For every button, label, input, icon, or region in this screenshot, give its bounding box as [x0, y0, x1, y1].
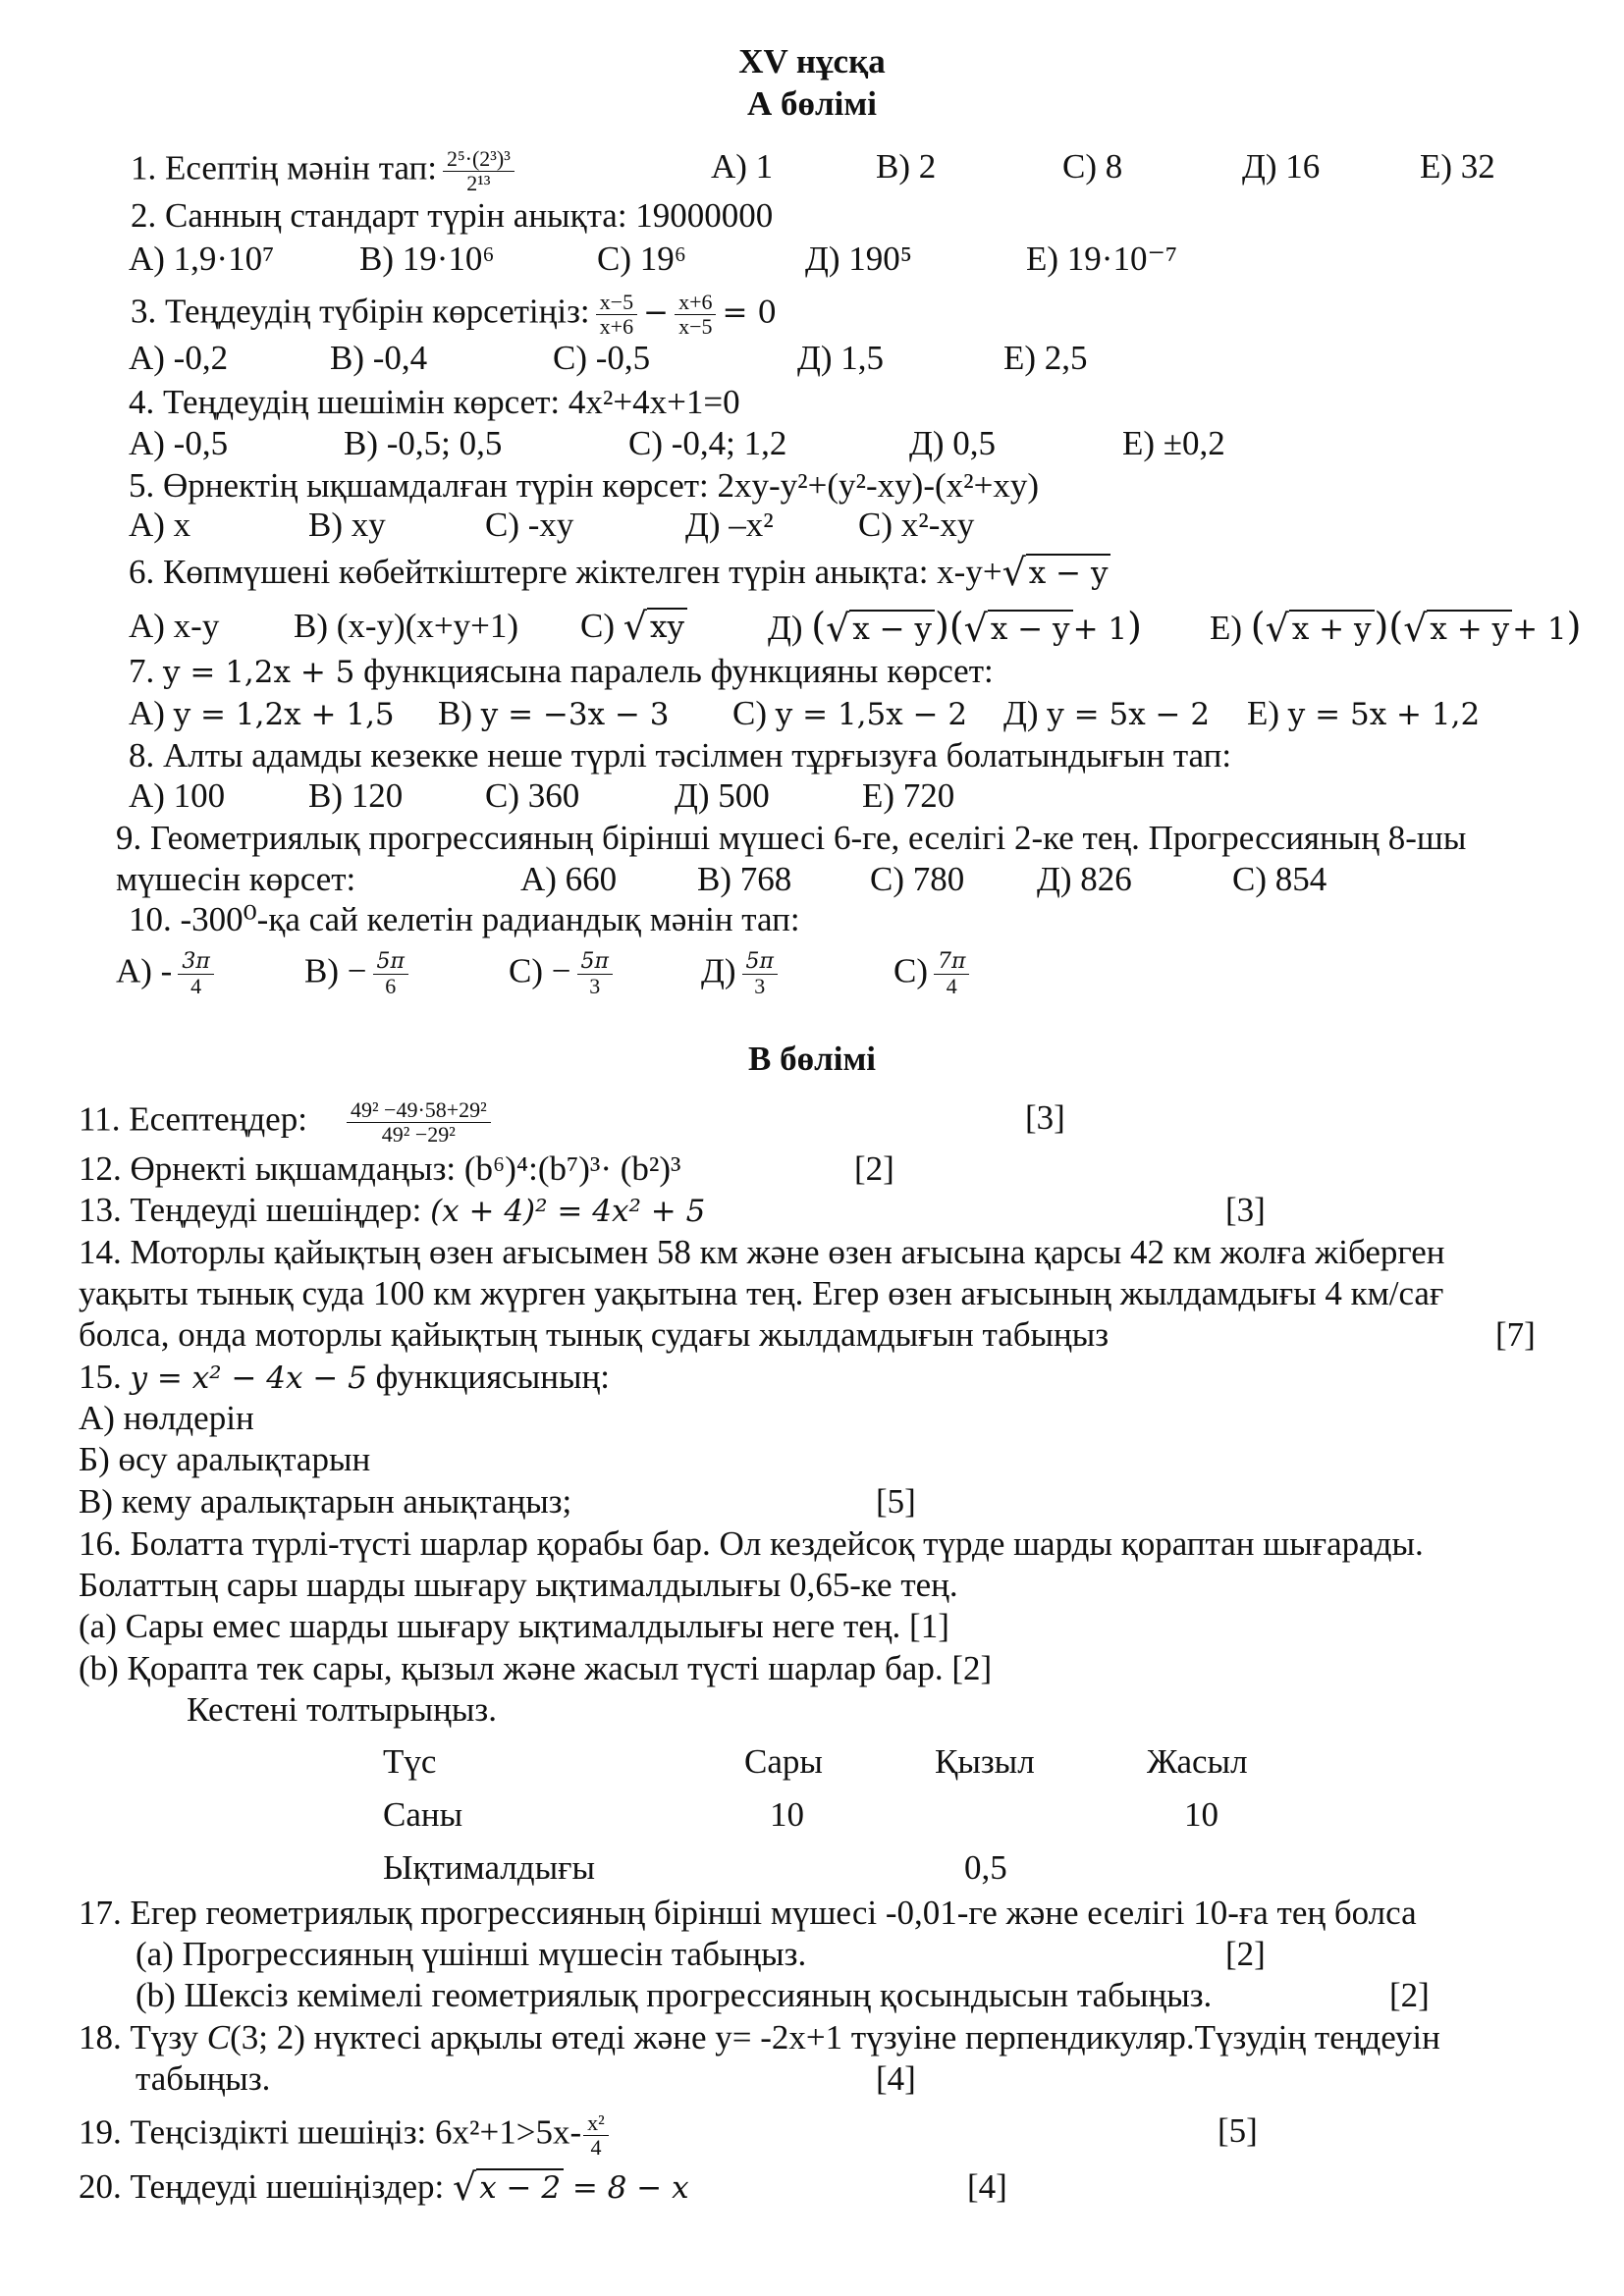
q1-option-c: С) 8	[1062, 147, 1123, 186]
q9-option-c: С) 780	[870, 860, 965, 898]
q19-points: [5]	[1218, 2111, 1258, 2150]
table-count-yellow: 10	[770, 1795, 804, 1834]
table-header-yellow: Сары	[744, 1742, 823, 1781]
q14-points: [7]	[1495, 1315, 1536, 1354]
question-3: 3. Теңдеудің түбірін көрсетіңіз: $\frac{x-5}{x+6}$ − $\frac{x+6}{x-5}$ = 0	[131, 290, 778, 339]
q12-points: [2]	[854, 1149, 894, 1188]
table-header-color: Түс	[383, 1742, 437, 1781]
q6-option-d: Д) (√x − y)(√x − y+ 1)	[768, 605, 1142, 650]
q6-option-e: Е) (√x + y)(√x + y+ 1)	[1210, 605, 1582, 650]
q2-option-c: С) 19⁶	[597, 240, 686, 278]
question-7: 7. y = 1,2x + 5 функциясына паралель функцияны көрсет:	[129, 652, 994, 690]
table-row-count-label: Саны	[383, 1795, 463, 1834]
q3-option-e: Е) 2,5	[1003, 339, 1088, 377]
q17-b-points: [2]	[1389, 1976, 1430, 2014]
q8-option-e: Е) 720	[862, 776, 955, 815]
question-18: 18. Түзу C(3; 2) нүктесі арқылы өтеді және y= -2x+1 түзуіне перпендикуляр.Түзудің теңдеуін	[79, 2018, 1440, 2056]
q8-option-d: Д) 500	[675, 776, 770, 815]
q4-option-d: Д) 0,5	[909, 424, 997, 462]
q13-points: [3]	[1225, 1191, 1266, 1229]
section-b-title: В бөлімі	[747, 1040, 877, 1078]
question-10: 10. -300⁰-қа сай келетін радиандық мәнін тап:	[129, 900, 800, 938]
question-12: 12. Өрнекті ықшамдаңыз: (b⁶)⁴:(b⁷)³· (b²)³	[79, 1149, 681, 1188]
q5-option-e: С) x²-xy	[858, 506, 975, 544]
q4-option-a: А) -0,5	[129, 424, 229, 462]
table-prob-red: 0,5	[964, 1848, 1007, 1887]
q4-option-c: С) -0,4; 1,2	[628, 424, 787, 462]
q19-fraction: $\frac{\text{x²}}{4}$	[583, 2111, 609, 2160]
q1-option-a: А) 1	[711, 147, 774, 186]
q1-fraction: $\frac{\text{2⁵·(2³)³}}{\text{2¹³}}$	[443, 147, 514, 195]
q4-option-b: В) -0,5; 0,5	[344, 424, 503, 462]
q15-part-b: Б) өсу аралықтарын	[79, 1440, 371, 1478]
table-count-green: 10	[1184, 1795, 1218, 1834]
q20-points: [4]	[967, 2167, 1007, 2206]
q20-sqrt: √x − 2	[453, 2167, 564, 2208]
table-header-green: Жасыл	[1147, 1742, 1248, 1781]
question-11: 11. Есептеңдер: $\frac{\text{49² −49·58+29²}}{\text{49² −29²}}$	[79, 1098, 497, 1147]
q5-option-b: В) xy	[308, 506, 386, 544]
q16-part-a: (a) Сары емес шарды шығару ықтималдылығы неге тең. [1]	[79, 1607, 949, 1645]
q2-option-b: В) 19·10⁶	[359, 240, 495, 278]
q2-option-d: Д) 190⁵	[805, 240, 912, 278]
q11-points: [3]	[1025, 1098, 1065, 1137]
q1-option-d: Д) 16	[1242, 147, 1321, 186]
q10-option-e: С) $\frac{7\pi}{4}$	[893, 950, 975, 998]
q15-part-c: В) кему аралықтарын анықтаңыз;	[79, 1482, 572, 1521]
q16-fill-instruction: Кестені толтырыңыз.	[187, 1690, 497, 1729]
question-19: 19. Теңсіздікті шешіңіз: 6x²+1>5x- $\frac{\text{x²}}{4}$	[79, 2111, 615, 2160]
q7-option-b: В) y = −3x − 3	[438, 694, 670, 732]
q17-part-a: (a) Прогрессияның үшінші мүшесін табыңыз.	[135, 1935, 807, 1973]
question-15: 15. y = x² − 4x − 5 функциясының:	[79, 1358, 611, 1396]
q8-option-b: В) 120	[308, 776, 404, 815]
q3-option-d: Д) 1,5	[797, 339, 885, 377]
q5-option-a: А) x	[129, 506, 191, 544]
question-20: 20. Теңдеуді шешіңіздер: √x − 2 = 8 − x	[79, 2165, 689, 2209]
q9-option-e: С) 854	[1232, 860, 1327, 898]
question-14-line-2: уақыты тынық суда 100 км жүрген уақытына тең. Егер өзен ағысының жылдамдығы 4 км/сағ	[79, 1274, 1444, 1312]
q10-option-c: С) − $\frac{5\pi}{3}$	[509, 950, 619, 998]
question-6: 6. Көпмүшені көбейткіштерге жіктелген түрін анықта: x-y+√x − y	[129, 553, 1110, 593]
question-17: 17. Егер геометриялық прогрессияның бірінші мүшесі -0,01-ге және еселігі 10-ға тең болса	[79, 1894, 1417, 1932]
table-header-red: Қызыл	[935, 1742, 1035, 1781]
q8-option-a: А) 100	[129, 776, 226, 815]
question-14-line-1: 14. Моторлы қайықтың өзен ағысымен 58 км және өзен ағысына қарсы 42 км жолға жіберген	[79, 1233, 1445, 1271]
question-16-line-2: Болаттың сары шарды шығару ықтималдылығы 0,65-ке тең.	[79, 1566, 958, 1604]
q6-option-a: А) x-y	[129, 607, 220, 645]
question-5: 5. Өрнектің ықшамдалған түрін көрсет: 2xy-y²+(y²-xy)-(x²+xy)	[129, 466, 1040, 505]
question-14-line-3: болса, онда моторлы қайықтың тынық судағы жылдамдығын табыңыз	[79, 1315, 1110, 1354]
q2-option-e: Е) 19·10⁻⁷	[1026, 240, 1178, 278]
question-2: 2. Санның стандарт түрін анықта: 19000000	[131, 196, 774, 235]
q4-option-e: Е) ±0,2	[1122, 424, 1225, 462]
q6-sqrt: √x − y	[1002, 553, 1111, 593]
q15-points: [5]	[876, 1482, 916, 1521]
q7-option-a: А) y = 1,2x + 1,5	[129, 694, 395, 732]
variant-title: XV нұсқа	[738, 42, 886, 80]
q2-option-a: А) 1,9·10⁷	[129, 240, 275, 278]
question-9-cont: мүшесін көрсет:	[116, 860, 356, 898]
question-1: 1. Есептің мәнін тап: $\frac{\text{2⁵·(2³)³}}{\text{2¹³}}$	[131, 147, 520, 195]
table-row-prob-label: Ықтималдығы	[383, 1848, 595, 1887]
question-16-line-1: 16. Болатта түрлі-түсті шарлар қорабы бар. Ол кездейсоқ түрде шарды қораптан шығарады.	[79, 1524, 1424, 1563]
q5-option-c: С) -xy	[485, 506, 574, 544]
q3-fraction-2: $\frac{x+6}{x-5}$	[675, 291, 716, 339]
q7-option-e: Е) y = 5x + 1,2	[1247, 694, 1481, 732]
question-13: 13. Теңдеуді шешіңдер: (x + 4)² = 4x² + 5	[79, 1191, 706, 1229]
q16-part-b: (b) Қорапта тек сары, қызыл және жасыл түсті шарлар бар. [2]	[79, 1649, 993, 1687]
q3-fraction-1: $\frac{x-5}{x+6}$	[596, 291, 637, 339]
q5-option-d: Д) –x²	[685, 506, 774, 544]
question-9: 9. Геометриялық прогрессияның бірінші мүшесі 6-ге, еселігі 2-ке тең. Прогрессияның 8-шы	[116, 819, 1467, 857]
q17-a-points: [2]	[1225, 1935, 1266, 1973]
q18-points: [4]	[876, 2059, 916, 2098]
q11-fraction: $\frac{\text{49² −49·58+29²}}{\text{49² −29²}}$	[347, 1098, 491, 1147]
question-8: 8. Алты адамды кезекке неше түрлі тәсілмен тұрғызуға болатындығын тап:	[129, 736, 1232, 774]
question-18-cont: табыңыз.	[135, 2059, 271, 2098]
q1-option-e: Е) 32	[1420, 147, 1495, 186]
q7-option-c: С) y = 1,5x − 2	[732, 694, 968, 732]
q10-option-a: А) - $\frac{3\pi}{4}$	[116, 950, 220, 998]
q9-option-d: Д) 826	[1037, 860, 1132, 898]
q7-option-d: Д) y = 5x − 2	[1003, 694, 1211, 732]
section-a-title: А бөлімі	[747, 84, 877, 123]
q3-option-c: С) -0,5	[553, 339, 651, 377]
question-4: 4. Теңдеудің шешімін көрсет: 4x²+4x+1=0	[129, 383, 740, 421]
q15-part-a: А) нөлдерін	[79, 1399, 254, 1437]
q17-part-b: (b) Шексіз кемімелі геометриялық прогрессияның қосындысын табыңыз.	[135, 1976, 1213, 2014]
q8-option-c: С) 360	[485, 776, 580, 815]
q10-option-d: Д) $\frac{5\pi}{3}$	[701, 950, 784, 998]
q3-option-a: А) -0,2	[129, 339, 229, 377]
q6-option-b: В) (x-y)(x+y+1)	[294, 607, 519, 645]
q3-option-b: В) -0,4	[330, 339, 428, 377]
q1-option-b: В) 2	[876, 147, 937, 186]
q10-option-b: В) − $\frac{5\pi}{6}$	[304, 950, 414, 998]
q9-option-b: В) 768	[697, 860, 792, 898]
q9-option-a: А) 660	[520, 860, 618, 898]
q6-option-c: С) √xy	[580, 607, 687, 647]
